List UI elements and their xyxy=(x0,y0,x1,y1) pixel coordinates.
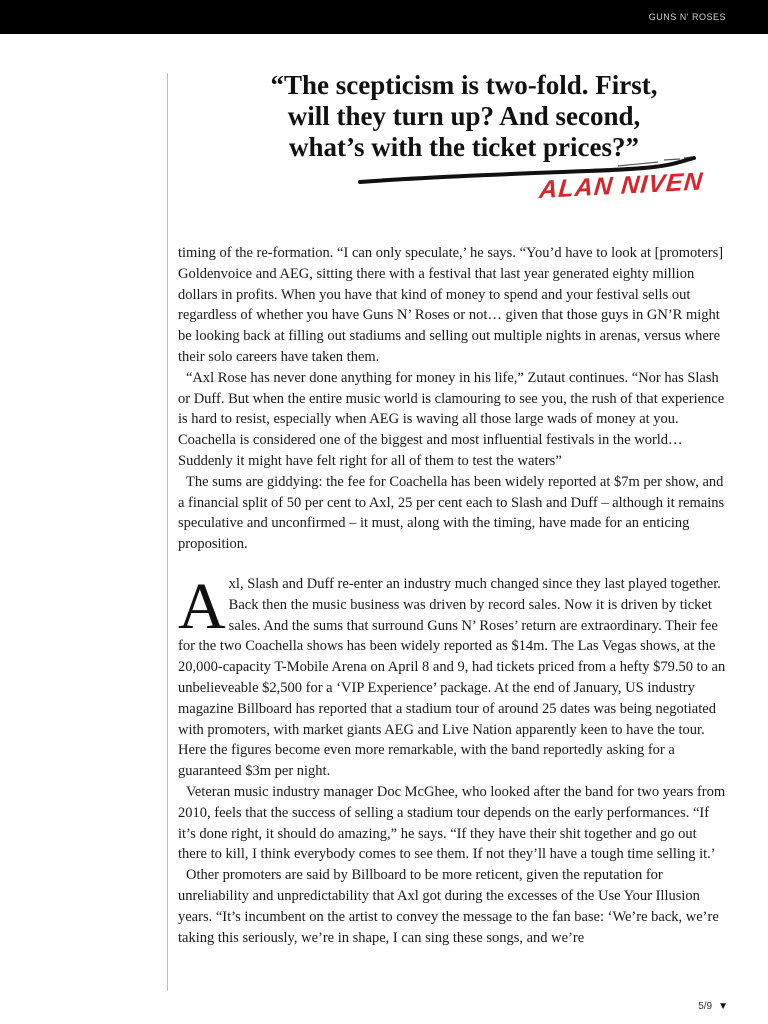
article-paragraph: “Axl Rose has never done anything for money in his life,” Zutaut continues. “Nor has Slash or Duff. But when the entire music world is clamouring to see you, the rush of that experience is hard to resist, especially when AEG is waving all those large wads of money at you. Coachella is considered one of the biggest and most influential festivals in the world… Suddenly it might have felt right for all of them to test the waters” xyxy=(178,369,725,469)
article-paragraph: Veteran music industry manager Doc McGhee, who looked after the band for two years from 2010, feels that the success of selling a stadium tour depends on the early performances. “If it’s done right, it should do amazing,” he says. “If they have their shit together and go out there to kill, I think everybody comes to see them. If not they’ll have a tough time selling it.’ xyxy=(178,783,726,863)
article-paragraph: The sums are giddying: the fee for Coachella has been widely reported at $7m per show, and a financial split of 50 per cent to Axl, 25 per cent each to Slash and Duff – although it remains speculative and unconfirmed – it must, along with the timing, have made for an enticing proposition. xyxy=(178,473,725,553)
article-paragraph: Other promoters are said by Billboard to be more reticent, given the reputation for unreliability and unpredictability that Axl got during the excesses of the Use Your Illusion years. “It’s incumbent on the artist to convey the message to the fan base: ‘We’re back, we’re taking this seriously, we’re in shape, I can sing these songs, and we’re xyxy=(178,867,719,946)
pull-quote-line: “The scepticism is two-fold. First, xyxy=(270,70,658,100)
article-paragraph xyxy=(178,569,726,782)
top-bar xyxy=(0,0,768,34)
pull-quote-line: what’s with the ticket prices?” xyxy=(289,132,639,162)
section-label: GUNS N' ROSES xyxy=(648,12,726,22)
article-paragraph: timing of the re-formation. “I can only speculate,’ he says. “You’d have to look at [promoters] Goldenvoice and AEG, sitting there with a festival that last year generated eighty million dollars in profits. When you have that kind of money to spend and your festival sells out regardless of whether you have Guns N’ Roses or not… given that those guys in GN’R might be looking back at filling out stadiums and selling out multiple nights in arenas, versus where their solo careers have taken them. xyxy=(178,245,724,365)
attribution-signature: ALAN NIVEN xyxy=(538,167,705,205)
column-rule xyxy=(167,73,168,991)
next-page-icon[interactable]: ▼ xyxy=(718,1001,728,1012)
page-indicator xyxy=(698,1001,728,1012)
drop-cap: A xyxy=(178,569,226,643)
drop-cap-paragraph-text: xl, Slash and Duff re-enter an industry much changed since they last played together. Back then the music business was driven by record sales. Now it is driven by ticket sales. And the sums that surround Guns N’ Roses’ return are extraordinary. Their fee for the two Coachella shows has been widely reported as $14m. The Las Vegas shows, at the 20,000-capacity T-Mobile Arena on April 8 and 9, had tickets priced from a hefty $79.50 to an unbelieveable $2,500 for a ‘VIP Experience’ package. At the end of January, US industry magazine Billboard has reported that a stadium tour of around 25 dates was being negotiated with promoters, with market giants AEG and Live Nation apparently keen to have the tour. Here the figures become even more remarkable, with the band reportedly asking for a guaranteed $3m per night. xyxy=(178,575,726,780)
article-body xyxy=(178,243,726,948)
page-number: 5/9 xyxy=(698,1001,713,1012)
pull-quote-line: will they turn up? And second, xyxy=(287,101,641,131)
